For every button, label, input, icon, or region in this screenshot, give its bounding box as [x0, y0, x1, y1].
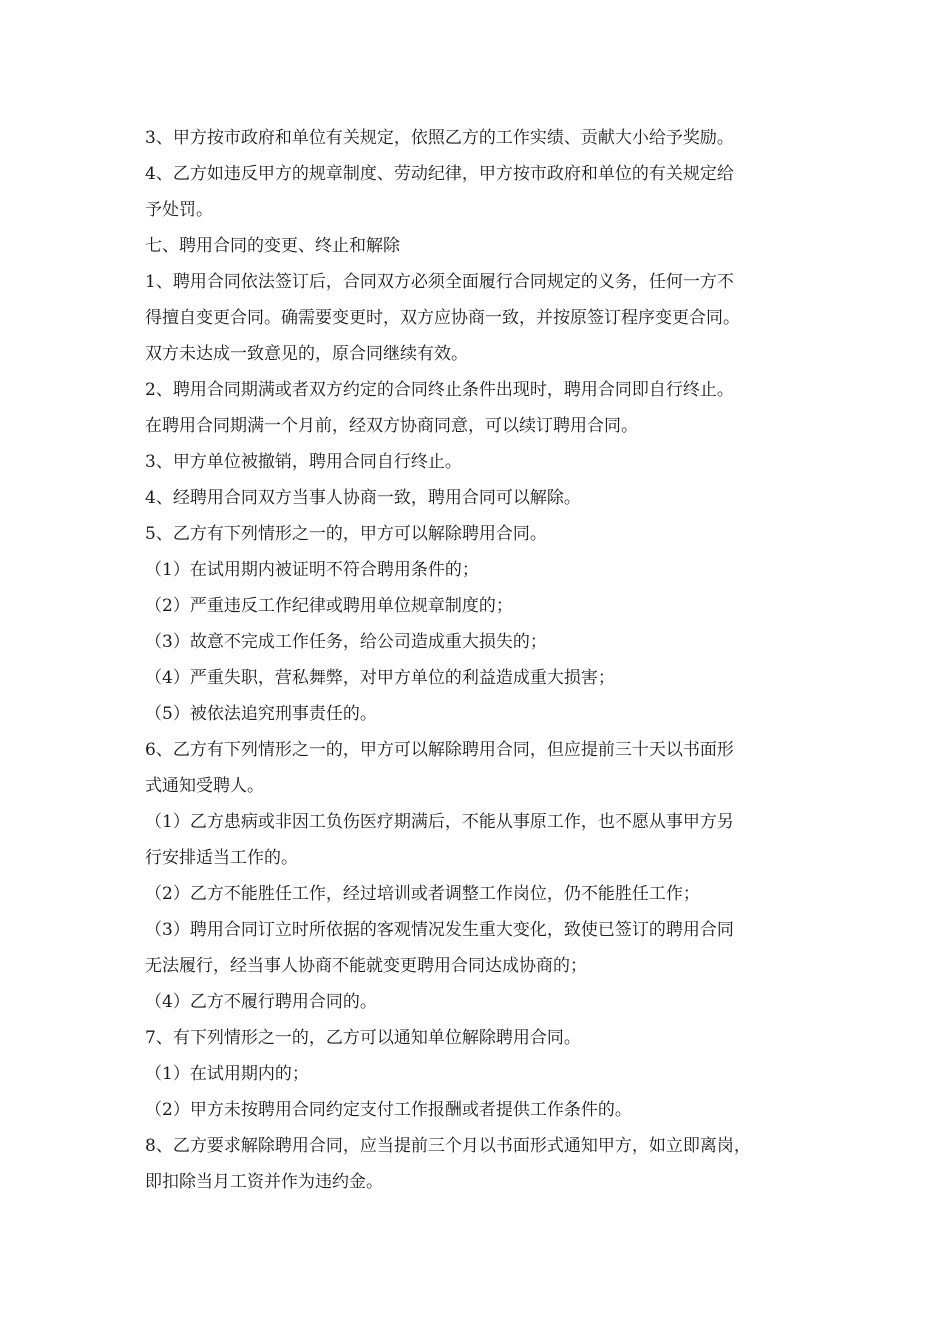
- text-line: 双方未达成一致意见的，原合同继续有效。: [145, 344, 468, 364]
- text-line: 予处罚。: [145, 200, 213, 220]
- list-item: （1）在试用期内被证明不符合聘用条件的；: [145, 560, 479, 580]
- document-body: [145, 120, 815, 1200]
- list-item: （2）甲方未按聘用合同约定支付工作报酬或者提供工作条件的。: [145, 1100, 632, 1120]
- list-item: （3）故意不完成工作任务，给公司造成重大损失的；: [145, 632, 547, 652]
- text-line: 无法履行，经当事人协商不能就变更聘用合同达成协商的；: [145, 956, 587, 976]
- text-line: 5、乙方有下列情形之一的，甲方可以解除聘用合同。: [145, 524, 547, 544]
- list-item: （4）严重失职，营私舞弊，对甲方单位的利益造成重大损害；: [145, 668, 615, 688]
- list-item: （5）被依法追究刑事责任的。: [145, 704, 377, 724]
- text-line: 8、乙方要求解除聘用合同，应当提前三个月以书面形式通知甲方，如立即离岗，: [145, 1136, 751, 1156]
- text-line: 在聘用合同期满一个月前，经双方协商同意，可以续订聘用合同。: [145, 416, 638, 436]
- text-line: 7、有下列情形之一的，乙方可以通知单位解除聘用合同。: [145, 1028, 581, 1048]
- text-line: 得擅自变更合同。确需要变更时，双方应协商一致，并按原签订程序变更合同。: [145, 308, 740, 328]
- text-line: 3、甲方按市政府和单位有关规定，依照乙方的工作实绩、贡献大小给予奖励。: [145, 128, 734, 148]
- list-item: （2）乙方不能胜任工作，经过培训或者调整工作岗位，仍不能胜任工作；: [145, 884, 700, 904]
- list-item: （2）严重违反工作纪律或聘用单位规章制度的；: [145, 596, 513, 616]
- list-item: （1）在试用期内的；: [145, 1064, 309, 1084]
- text-line: 6、乙方有下列情形之一的，甲方可以解除聘用合同，但应提前三十天以书面形: [145, 740, 734, 760]
- text-line: 3、甲方单位被撤销，聘用合同自行终止。: [145, 452, 462, 472]
- text-line: 4、经聘用合同双方当事人协商一致，聘用合同可以解除。: [145, 488, 581, 508]
- text-line: 式通知受聘人。: [145, 776, 264, 796]
- text-line: 即扣除当月工资并作为违约金。: [145, 1172, 383, 1192]
- list-item: （3）聘用合同订立时所依据的客观情况发生重大变化，致使已签订的聘用合同: [145, 920, 734, 940]
- section-heading: 七、聘用合同的变更、终止和解除: [145, 236, 400, 256]
- text-line: 1、聘用合同依法签订后，合同双方必须全面履行合同规定的义务，任何一方不: [145, 272, 734, 292]
- list-item: （1）乙方患病或非因工负伤医疗期满后，不能从事原工作，也不愿从事甲方另: [145, 812, 734, 832]
- text-line: 2、聘用合同期满或者双方约定的合同终止条件出现时，聘用合同即自行终止。: [145, 380, 734, 400]
- text-line: 4、乙方如违反甲方的规章制度、劳动纪律，甲方按市政府和单位的有关规定给: [145, 164, 734, 184]
- list-item: （4）乙方不履行聘用合同的。: [145, 992, 377, 1012]
- text-line: 行安排适当工作的。: [145, 848, 298, 868]
